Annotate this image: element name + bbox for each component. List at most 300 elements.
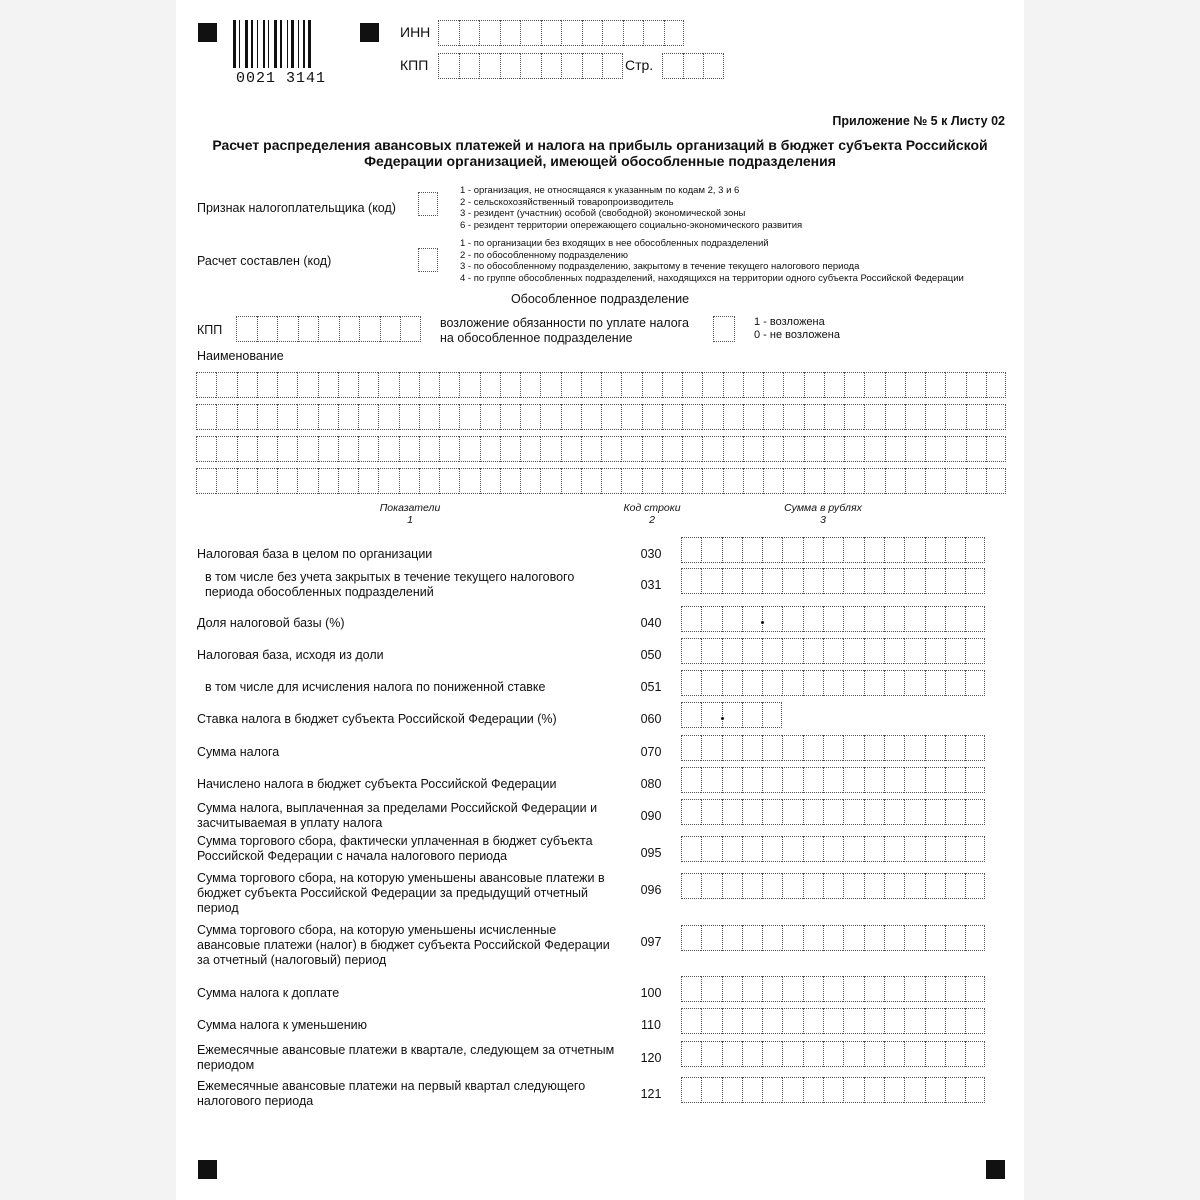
char-cell[interactable] xyxy=(581,372,601,398)
char-cell[interactable] xyxy=(965,638,985,664)
char-cell[interactable] xyxy=(925,670,945,696)
char-cell[interactable] xyxy=(662,436,682,462)
char-cell[interactable] xyxy=(782,799,802,825)
char-cell[interactable] xyxy=(723,436,743,462)
char-cell[interactable] xyxy=(803,670,823,696)
char-cell[interactable] xyxy=(662,404,682,430)
char-cell[interactable] xyxy=(762,873,782,899)
name-input-line[interactable] xyxy=(196,404,1006,430)
char-cell[interactable] xyxy=(681,976,701,1002)
char-cell[interactable] xyxy=(702,404,722,430)
char-cell[interactable] xyxy=(904,1077,924,1103)
char-cell[interactable] xyxy=(681,1041,701,1067)
char-cell[interactable] xyxy=(742,799,762,825)
char-cell[interactable] xyxy=(782,836,802,862)
char-cell[interactable] xyxy=(298,316,319,342)
char-cell[interactable] xyxy=(681,537,701,563)
char-cell[interactable] xyxy=(986,436,1006,462)
char-cell[interactable] xyxy=(742,1041,762,1067)
char-cell[interactable] xyxy=(803,836,823,862)
char-cell[interactable] xyxy=(804,404,824,430)
char-cell[interactable] xyxy=(682,436,702,462)
char-cell[interactable] xyxy=(479,20,500,46)
char-cell[interactable] xyxy=(824,404,844,430)
char-cell[interactable] xyxy=(925,873,945,899)
char-cell[interactable] xyxy=(864,925,884,951)
char-cell[interactable] xyxy=(945,606,965,632)
char-cell[interactable] xyxy=(419,372,439,398)
char-cell[interactable] xyxy=(581,468,601,494)
char-cell[interactable] xyxy=(925,372,945,398)
char-cell[interactable] xyxy=(965,606,985,632)
char-cell[interactable] xyxy=(561,468,581,494)
char-cell[interactable] xyxy=(621,468,641,494)
char-cell[interactable] xyxy=(743,372,763,398)
char-cell[interactable] xyxy=(237,436,257,462)
char-cell[interactable] xyxy=(722,1008,742,1034)
char-cell[interactable] xyxy=(359,316,380,342)
char-cell[interactable] xyxy=(804,372,824,398)
char-cell[interactable] xyxy=(742,1077,762,1103)
char-cell[interactable] xyxy=(742,702,762,728)
char-cell[interactable] xyxy=(803,568,823,594)
char-cell[interactable] xyxy=(601,372,621,398)
amount-input[interactable] xyxy=(681,735,985,761)
char-cell[interactable] xyxy=(318,436,338,462)
char-cell[interactable] xyxy=(459,436,479,462)
char-cell[interactable] xyxy=(945,925,965,951)
char-cell[interactable] xyxy=(884,735,904,761)
char-cell[interactable] xyxy=(520,404,540,430)
name-input-line[interactable] xyxy=(196,436,1006,462)
char-cell[interactable] xyxy=(843,568,863,594)
char-cell[interactable] xyxy=(480,468,500,494)
char-cell[interactable] xyxy=(277,372,297,398)
char-cell[interactable] xyxy=(783,436,803,462)
char-cell[interactable] xyxy=(925,976,945,1002)
char-cell[interactable] xyxy=(945,568,965,594)
char-cell[interactable] xyxy=(743,404,763,430)
char-cell[interactable] xyxy=(400,316,421,342)
char-cell[interactable] xyxy=(844,436,864,462)
char-cell[interactable] xyxy=(945,638,965,664)
char-cell[interactable] xyxy=(762,1041,782,1067)
char-cell[interactable] xyxy=(358,468,378,494)
char-cell[interactable] xyxy=(623,20,644,46)
char-cell[interactable] xyxy=(803,1008,823,1034)
char-cell[interactable] xyxy=(904,925,924,951)
amount-input[interactable] xyxy=(681,976,985,1002)
char-cell[interactable] xyxy=(722,836,742,862)
char-cell[interactable] xyxy=(823,925,843,951)
char-cell[interactable] xyxy=(823,638,843,664)
char-cell[interactable] xyxy=(965,836,985,862)
char-cell[interactable] xyxy=(318,372,338,398)
char-cell[interactable] xyxy=(843,606,863,632)
char-cell[interactable] xyxy=(843,976,863,1002)
char-cell[interactable] xyxy=(864,873,884,899)
char-cell[interactable] xyxy=(864,537,884,563)
char-cell[interactable] xyxy=(925,836,945,862)
char-cell[interactable] xyxy=(681,873,701,899)
char-cell[interactable] xyxy=(722,638,742,664)
char-cell[interactable] xyxy=(701,799,721,825)
char-cell[interactable] xyxy=(702,372,722,398)
char-cell[interactable] xyxy=(681,638,701,664)
page-number-input[interactable] xyxy=(662,53,724,79)
char-cell[interactable] xyxy=(196,372,216,398)
char-cell[interactable] xyxy=(843,537,863,563)
char-cell[interactable] xyxy=(621,404,641,430)
char-cell[interactable] xyxy=(722,1077,742,1103)
char-cell[interactable] xyxy=(904,767,924,793)
char-cell[interactable] xyxy=(701,537,721,563)
char-cell[interactable] xyxy=(561,53,582,79)
char-cell[interactable] xyxy=(742,638,762,664)
char-cell[interactable] xyxy=(803,767,823,793)
char-cell[interactable] xyxy=(723,404,743,430)
char-cell[interactable] xyxy=(701,735,721,761)
char-cell[interactable] xyxy=(216,404,236,430)
char-cell[interactable] xyxy=(843,836,863,862)
amount-input[interactable] xyxy=(681,836,985,862)
char-cell[interactable] xyxy=(782,873,802,899)
char-cell[interactable] xyxy=(965,537,985,563)
amount-input[interactable] xyxy=(681,925,985,951)
amount-input[interactable] xyxy=(681,767,985,793)
amount-input[interactable] xyxy=(681,568,985,594)
char-cell[interactable] xyxy=(762,537,782,563)
amount-input[interactable] xyxy=(681,1077,985,1103)
char-cell[interactable] xyxy=(681,702,701,728)
char-cell[interactable] xyxy=(965,1077,985,1103)
char-cell[interactable] xyxy=(682,468,702,494)
char-cell[interactable] xyxy=(500,404,520,430)
char-cell[interactable] xyxy=(945,537,965,563)
char-cell[interactable] xyxy=(904,1041,924,1067)
char-cell[interactable] xyxy=(762,735,782,761)
char-cell[interactable] xyxy=(602,53,623,79)
char-cell[interactable] xyxy=(843,925,863,951)
char-cell[interactable] xyxy=(681,925,701,951)
char-cell[interactable] xyxy=(966,372,986,398)
char-cell[interactable] xyxy=(297,404,317,430)
char-cell[interactable] xyxy=(621,436,641,462)
char-cell[interactable] xyxy=(722,873,742,899)
char-cell[interactable] xyxy=(681,836,701,862)
char-cell[interactable] xyxy=(803,1041,823,1067)
char-cell[interactable] xyxy=(945,404,965,430)
char-cell[interactable] xyxy=(762,670,782,696)
char-cell[interactable] xyxy=(904,799,924,825)
char-cell[interactable] xyxy=(864,638,884,664)
char-cell[interactable] xyxy=(803,537,823,563)
char-cell[interactable] xyxy=(682,404,702,430)
char-cell[interactable] xyxy=(804,468,824,494)
char-cell[interactable] xyxy=(257,316,278,342)
char-cell[interactable] xyxy=(418,248,438,272)
char-cell[interactable] xyxy=(257,404,277,430)
char-cell[interactable] xyxy=(823,537,843,563)
char-cell[interactable] xyxy=(742,735,762,761)
char-cell[interactable] xyxy=(884,836,904,862)
char-cell[interactable] xyxy=(722,702,742,728)
char-cell[interactable] xyxy=(904,1008,924,1034)
char-cell[interactable] xyxy=(237,404,257,430)
char-cell[interactable] xyxy=(297,468,317,494)
char-cell[interactable] xyxy=(884,767,904,793)
char-cell[interactable] xyxy=(965,568,985,594)
char-cell[interactable] xyxy=(257,372,277,398)
char-cell[interactable] xyxy=(662,468,682,494)
char-cell[interactable] xyxy=(520,372,540,398)
char-cell[interactable] xyxy=(701,976,721,1002)
char-cell[interactable] xyxy=(782,1077,802,1103)
char-cell[interactable] xyxy=(762,836,782,862)
char-cell[interactable] xyxy=(540,468,560,494)
char-cell[interactable] xyxy=(318,404,338,430)
char-cell[interactable] xyxy=(843,767,863,793)
name-input-line[interactable] xyxy=(196,468,1006,494)
char-cell[interactable] xyxy=(500,372,520,398)
char-cell[interactable] xyxy=(925,568,945,594)
char-cell[interactable] xyxy=(257,436,277,462)
char-cell[interactable] xyxy=(582,53,603,79)
char-cell[interactable] xyxy=(782,1041,802,1067)
char-cell[interactable] xyxy=(823,799,843,825)
char-cell[interactable] xyxy=(864,1008,884,1034)
char-cell[interactable] xyxy=(742,1008,762,1034)
char-cell[interactable] xyxy=(904,537,924,563)
char-cell[interactable] xyxy=(358,372,378,398)
amount-input[interactable] xyxy=(681,537,985,563)
char-cell[interactable] xyxy=(965,873,985,899)
char-cell[interactable] xyxy=(925,638,945,664)
char-cell[interactable] xyxy=(945,799,965,825)
char-cell[interactable] xyxy=(722,799,742,825)
char-cell[interactable] xyxy=(843,873,863,899)
char-cell[interactable] xyxy=(864,799,884,825)
char-cell[interactable] xyxy=(925,1041,945,1067)
char-cell[interactable] xyxy=(701,606,721,632)
taxpayer-code-input[interactable] xyxy=(418,192,438,216)
char-cell[interactable] xyxy=(520,468,540,494)
char-cell[interactable] xyxy=(762,606,782,632)
char-cell[interactable] xyxy=(722,767,742,793)
char-cell[interactable] xyxy=(701,568,721,594)
char-cell[interactable] xyxy=(864,436,884,462)
char-cell[interactable] xyxy=(884,976,904,1002)
char-cell[interactable] xyxy=(864,836,884,862)
char-cell[interactable] xyxy=(196,404,216,430)
char-cell[interactable] xyxy=(885,372,905,398)
char-cell[interactable] xyxy=(459,404,479,430)
char-cell[interactable] xyxy=(803,1077,823,1103)
char-cell[interactable] xyxy=(722,537,742,563)
char-cell[interactable] xyxy=(925,799,945,825)
char-cell[interactable] xyxy=(823,1041,843,1067)
char-cell[interactable] xyxy=(864,468,884,494)
char-cell[interactable] xyxy=(904,873,924,899)
char-cell[interactable] xyxy=(945,468,965,494)
char-cell[interactable] xyxy=(843,1008,863,1034)
char-cell[interactable] xyxy=(681,606,701,632)
char-cell[interactable] xyxy=(237,468,257,494)
char-cell[interactable] xyxy=(419,404,439,430)
char-cell[interactable] xyxy=(905,468,925,494)
char-cell[interactable] xyxy=(884,1008,904,1034)
char-cell[interactable] xyxy=(339,316,360,342)
char-cell[interactable] xyxy=(904,638,924,664)
char-cell[interactable] xyxy=(803,638,823,664)
char-cell[interactable] xyxy=(966,468,986,494)
char-cell[interactable] xyxy=(925,767,945,793)
amount-input[interactable] xyxy=(681,606,985,632)
char-cell[interactable] xyxy=(742,767,762,793)
char-cell[interactable] xyxy=(742,925,762,951)
char-cell[interactable] xyxy=(763,468,783,494)
char-cell[interactable] xyxy=(843,735,863,761)
char-cell[interactable] xyxy=(782,976,802,1002)
char-cell[interactable] xyxy=(782,925,802,951)
char-cell[interactable] xyxy=(986,404,1006,430)
char-cell[interactable] xyxy=(823,873,843,899)
char-cell[interactable] xyxy=(581,404,601,430)
char-cell[interactable] xyxy=(277,436,297,462)
char-cell[interactable] xyxy=(459,468,479,494)
char-cell[interactable] xyxy=(823,976,843,1002)
char-cell[interactable] xyxy=(439,372,459,398)
char-cell[interactable] xyxy=(762,925,782,951)
char-cell[interactable] xyxy=(418,192,438,216)
char-cell[interactable] xyxy=(925,404,945,430)
char-cell[interactable] xyxy=(782,670,802,696)
char-cell[interactable] xyxy=(925,735,945,761)
char-cell[interactable] xyxy=(762,702,782,728)
char-cell[interactable] xyxy=(803,873,823,899)
char-cell[interactable] xyxy=(500,53,521,79)
char-cell[interactable] xyxy=(925,537,945,563)
char-cell[interactable] xyxy=(762,568,782,594)
char-cell[interactable] xyxy=(743,436,763,462)
char-cell[interactable] xyxy=(338,372,358,398)
char-cell[interactable] xyxy=(399,404,419,430)
char-cell[interactable] xyxy=(703,53,724,79)
char-cell[interactable] xyxy=(864,976,884,1002)
char-cell[interactable] xyxy=(399,436,419,462)
char-cell[interactable] xyxy=(864,767,884,793)
char-cell[interactable] xyxy=(742,976,762,1002)
char-cell[interactable] xyxy=(338,404,358,430)
char-cell[interactable] xyxy=(782,638,802,664)
calc-code-input[interactable] xyxy=(418,248,438,272)
char-cell[interactable] xyxy=(216,372,236,398)
char-cell[interactable] xyxy=(783,372,803,398)
char-cell[interactable] xyxy=(965,925,985,951)
char-cell[interactable] xyxy=(681,799,701,825)
char-cell[interactable] xyxy=(884,1041,904,1067)
char-cell[interactable] xyxy=(682,372,702,398)
amount-input[interactable] xyxy=(681,1008,985,1034)
char-cell[interactable] xyxy=(945,873,965,899)
kpp-input[interactable] xyxy=(438,53,623,79)
char-cell[interactable] xyxy=(945,1077,965,1103)
char-cell[interactable] xyxy=(864,568,884,594)
char-cell[interactable] xyxy=(762,799,782,825)
char-cell[interactable] xyxy=(561,372,581,398)
char-cell[interactable] xyxy=(945,1008,965,1034)
char-cell[interactable] xyxy=(500,20,521,46)
char-cell[interactable] xyxy=(843,799,863,825)
char-cell[interactable] xyxy=(945,670,965,696)
char-cell[interactable] xyxy=(945,372,965,398)
char-cell[interactable] xyxy=(925,468,945,494)
char-cell[interactable] xyxy=(762,767,782,793)
char-cell[interactable] xyxy=(843,1077,863,1103)
char-cell[interactable] xyxy=(905,436,925,462)
char-cell[interactable] xyxy=(823,735,843,761)
char-cell[interactable] xyxy=(236,316,257,342)
char-cell[interactable] xyxy=(905,404,925,430)
char-cell[interactable] xyxy=(399,468,419,494)
char-cell[interactable] xyxy=(742,836,762,862)
char-cell[interactable] xyxy=(965,767,985,793)
char-cell[interactable] xyxy=(318,316,339,342)
char-cell[interactable] xyxy=(965,976,985,1002)
char-cell[interactable] xyxy=(480,436,500,462)
char-cell[interactable] xyxy=(681,767,701,793)
char-cell[interactable] xyxy=(742,873,762,899)
char-cell[interactable] xyxy=(884,670,904,696)
char-cell[interactable] xyxy=(601,404,621,430)
amount-input[interactable] xyxy=(681,799,985,825)
char-cell[interactable] xyxy=(965,1008,985,1034)
char-cell[interactable] xyxy=(885,468,905,494)
char-cell[interactable] xyxy=(864,372,884,398)
char-cell[interactable] xyxy=(520,20,541,46)
char-cell[interactable] xyxy=(966,436,986,462)
char-cell[interactable] xyxy=(701,670,721,696)
char-cell[interactable] xyxy=(884,799,904,825)
char-cell[interactable] xyxy=(824,436,844,462)
char-cell[interactable] xyxy=(439,436,459,462)
char-cell[interactable] xyxy=(419,468,439,494)
char-cell[interactable] xyxy=(905,372,925,398)
char-cell[interactable] xyxy=(823,670,843,696)
char-cell[interactable] xyxy=(925,1008,945,1034)
char-cell[interactable] xyxy=(713,316,735,342)
char-cell[interactable] xyxy=(378,436,398,462)
char-cell[interactable] xyxy=(459,20,480,46)
char-cell[interactable] xyxy=(540,436,560,462)
char-cell[interactable] xyxy=(844,372,864,398)
char-cell[interactable] xyxy=(762,1077,782,1103)
amount-input[interactable] xyxy=(681,638,985,664)
char-cell[interactable] xyxy=(925,1077,945,1103)
char-cell[interactable] xyxy=(318,468,338,494)
char-cell[interactable] xyxy=(742,670,762,696)
char-cell[interactable] xyxy=(783,468,803,494)
char-cell[interactable] xyxy=(782,1008,802,1034)
char-cell[interactable] xyxy=(884,873,904,899)
char-cell[interactable] xyxy=(904,836,924,862)
char-cell[interactable] xyxy=(864,1077,884,1103)
amount-input[interactable] xyxy=(681,670,985,696)
char-cell[interactable] xyxy=(540,404,560,430)
char-cell[interactable] xyxy=(297,372,317,398)
char-cell[interactable] xyxy=(925,925,945,951)
char-cell[interactable] xyxy=(925,436,945,462)
